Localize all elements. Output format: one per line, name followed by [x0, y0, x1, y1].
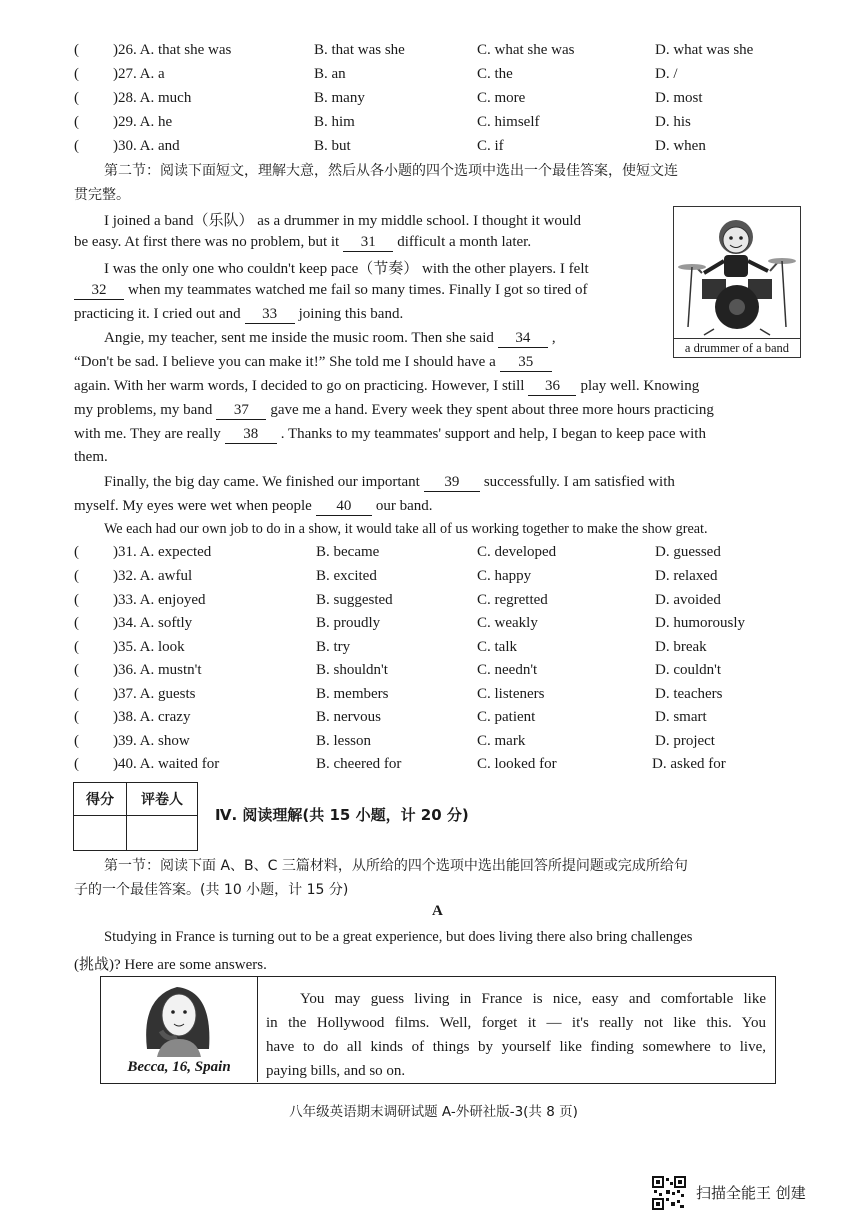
- passage-line: [74, 233, 664, 252]
- passage-text: gave me a hand. Every week they spent about three more hours practicing: [270, 402, 714, 418]
- paren: (: [74, 639, 79, 655]
- passage-text: with me. They are really: [74, 426, 221, 442]
- passage-text: my problems, my band: [74, 402, 213, 418]
- section4-instruction-cont: 子的一个最佳答案。(共 10 小题，计 15 分): [74, 882, 349, 898]
- option-c: C. more: [477, 90, 526, 106]
- option-d: D. break: [655, 639, 707, 655]
- passage-text: Angie, my teacher, sent me inside the music room. Then she said: [104, 330, 494, 346]
- testimonial-text: [266, 987, 766, 1083]
- option-row: [0, 138, 867, 162]
- paren: (: [74, 662, 79, 678]
- qr-code-icon: [652, 1176, 686, 1210]
- passage-text: . Thanks to my teammates' support and help, I began to keep pace with: [280, 426, 706, 442]
- option-row: [0, 686, 867, 710]
- option-c: C. if: [477, 138, 504, 154]
- option-b: B. members: [316, 686, 389, 702]
- passage-text: practicing it. I cried out and: [74, 306, 241, 322]
- option-b: B. excited: [316, 568, 377, 584]
- option-d: D. asked for: [652, 756, 726, 772]
- option-d: D. when: [655, 138, 706, 154]
- option-b: B. that was she: [314, 42, 405, 58]
- option-d: D. what was she: [655, 42, 754, 58]
- option-row: [0, 544, 867, 568]
- option-d: D. couldn't: [655, 662, 722, 678]
- option-a: )33. A. enjoyed: [113, 592, 206, 608]
- drummer-illustration: [674, 207, 800, 337]
- passage-line: [74, 377, 802, 396]
- option-row: [0, 615, 867, 639]
- blank-40: 40: [316, 497, 372, 516]
- option-b: B. became: [316, 544, 380, 560]
- part-a-intro-cont: (挑战)? Here are some answers.: [74, 957, 267, 973]
- paren: (: [74, 42, 79, 58]
- testimonial-photo: [101, 977, 258, 1082]
- option-a: )31. A. expected: [113, 544, 212, 560]
- paren: (: [74, 709, 79, 725]
- passage-line: I joined a band（乐队） as a drummer in my middle school. I thought it would: [104, 213, 582, 229]
- passage-line: [74, 425, 802, 444]
- blank-31: 31: [343, 233, 393, 252]
- passage-line: [74, 281, 664, 300]
- option-c: C. the: [477, 66, 513, 82]
- blank-39: 39: [424, 473, 480, 492]
- passage-text: myself. My eyes were wet when people: [74, 498, 312, 514]
- option-d: D. avoided: [655, 592, 721, 608]
- option-a: )34. A. softly: [113, 615, 193, 631]
- passage-text: again. With her warm words, I decided to go on practicing. However, I still: [74, 378, 525, 394]
- passage-line: [74, 401, 802, 420]
- blank-35: 35: [500, 353, 552, 372]
- paren: (: [74, 615, 79, 631]
- option-row: [0, 42, 867, 66]
- option-c: C. developed: [477, 544, 557, 560]
- option-b: B. many: [314, 90, 365, 106]
- option-a: )26. A. that she was: [113, 42, 232, 58]
- passage-text: when my teammates watched me fail so many times. Finally I got so tired of: [128, 282, 588, 298]
- option-b: B. cheered for: [316, 756, 402, 772]
- paren: (: [74, 90, 79, 106]
- testimonial-line: paying bills, and so on.: [266, 1063, 406, 1079]
- option-row: [0, 592, 867, 616]
- scanner-label: 扫描全能王 创建: [696, 1184, 806, 1202]
- option-c: C. listeners: [477, 686, 545, 702]
- option-b: B. nervous: [316, 709, 381, 725]
- option-b: B. suggested: [316, 592, 393, 608]
- option-d: D. teachers: [655, 686, 723, 702]
- blank-38: 38: [225, 425, 277, 444]
- option-c: C. weakly: [477, 615, 538, 631]
- passage-text: difficult a month later.: [397, 234, 532, 250]
- paren: (: [74, 66, 79, 82]
- option-a: )30. A. and: [113, 138, 180, 154]
- score-table: [73, 782, 198, 851]
- passage-text: play well. Knowing: [580, 378, 700, 394]
- grader-header: 评卷人: [127, 783, 198, 816]
- option-a: )37. A. guests: [113, 686, 196, 702]
- passage-text: successfully. I am satisfied with: [483, 474, 675, 490]
- option-a: )40. A. waited for: [113, 756, 220, 772]
- option-d: D. project: [655, 733, 715, 749]
- page-footer: 八年级英语期末调研试题 A-外研社版-3(共 8 页): [289, 1104, 578, 1120]
- option-row: [0, 733, 867, 757]
- option-c: C. what she was: [477, 42, 575, 58]
- option-b: B. shouldn't: [316, 662, 388, 678]
- passage-line: Angie, my teacher, sent me inside the music room. Then she said 34 ,: [104, 330, 556, 346]
- girl-portrait-icon: [101, 977, 257, 1057]
- option-b: B. proudly: [316, 615, 381, 631]
- option-c: C. mark: [477, 733, 526, 749]
- option-a: )29. A. he: [113, 114, 173, 130]
- paren: (: [74, 138, 79, 154]
- option-c: C. himself: [477, 114, 540, 130]
- section2-instruction: 第二节：阅读下面短文，理解大意，然后从各小题的四个选项中选出一个最佳答案，使短文连: [104, 163, 678, 179]
- testimonial-line: in the Hollywood films. Well, forget it — it's really not like this. You: [266, 1015, 766, 1031]
- blank-33: 33: [245, 305, 295, 324]
- option-d: D. guessed: [655, 544, 721, 560]
- option-a: )36. A. mustn't: [113, 662, 202, 678]
- section2-instruction-cont: 贯完整。: [74, 187, 130, 203]
- passage-text: “Don't be sad. I believe you can make it!” She told me I should have a: [74, 354, 496, 370]
- score-cell[interactable]: [74, 816, 127, 851]
- option-c: C. talk: [477, 639, 517, 655]
- blank-32: 32: [74, 281, 124, 300]
- option-b: B. an: [314, 66, 346, 82]
- option-c: C. needn't: [477, 662, 538, 678]
- option-c: C. looked for: [477, 756, 557, 772]
- paren: (: [74, 592, 79, 608]
- option-row: [0, 639, 867, 663]
- section4-title: Ⅳ. 阅读理解(共 15 小题，计 20 分): [215, 806, 469, 824]
- grader-cell[interactable]: [127, 816, 198, 851]
- passage-text: be easy. At first there was no problem, but it: [74, 234, 340, 250]
- testimonial-box: [100, 976, 776, 1084]
- option-b: B. but: [314, 138, 351, 154]
- person-caption: Becca, 16, Spain: [127, 1059, 231, 1075]
- paren: (: [74, 114, 79, 130]
- passage-line: them.: [74, 449, 108, 465]
- option-d: D. most: [655, 90, 703, 106]
- blank-37: 37: [216, 401, 266, 420]
- option-a: )35. A. look: [113, 639, 185, 655]
- testimonial-line: have to do all kinds of things by yourself like finding somewhere to live,: [266, 1039, 766, 1055]
- paren: (: [74, 544, 79, 560]
- option-row: [0, 66, 867, 90]
- option-a: )28. A. much: [113, 90, 192, 106]
- option-row: [0, 114, 867, 138]
- option-row: [0, 662, 867, 686]
- option-d: D. /: [655, 66, 678, 82]
- option-a: )38. A. crazy: [113, 709, 191, 725]
- option-a: )39. A. show: [113, 733, 190, 749]
- blank-34: 34: [498, 329, 548, 348]
- part-a-intro: Studying in France is turning out to be a great experience, but does living there also bring challenges: [104, 929, 693, 945]
- passage-line: [104, 473, 804, 492]
- option-row: [0, 709, 867, 733]
- passage-line: [74, 497, 802, 516]
- option-row: [0, 90, 867, 114]
- option-d: D. smart: [655, 709, 707, 725]
- passage-line: [74, 353, 674, 372]
- paren: (: [74, 756, 79, 772]
- passage-text: joining this band.: [298, 306, 404, 322]
- passage-text: Finally, the big day came. We finished our important: [104, 474, 420, 490]
- option-a: )27. A. a: [113, 66, 165, 82]
- option-b: B. lesson: [316, 733, 372, 749]
- option-a: )32. A. awful: [113, 568, 193, 584]
- option-d: D. relaxed: [655, 568, 718, 584]
- blank-36: 36: [528, 377, 576, 396]
- option-row: [0, 568, 867, 592]
- option-c: C. patient: [477, 709, 536, 725]
- score-header: 得分: [74, 783, 127, 816]
- image-caption: a drummer of a band: [674, 338, 800, 357]
- part-a-label: A: [432, 903, 443, 919]
- option-row: [0, 756, 867, 780]
- option-c: C. happy: [477, 568, 532, 584]
- option-b: B. him: [314, 114, 355, 130]
- option-d: D. humorously: [655, 615, 745, 631]
- paren: (: [74, 686, 79, 702]
- drummer-image: [673, 206, 801, 358]
- option-c: C. regretted: [477, 592, 548, 608]
- passage-line: [74, 305, 664, 324]
- passage-line: We each had our own job to do in a show, it would take all of us working together to make the show great.: [104, 521, 708, 537]
- option-b: B. try: [316, 639, 351, 655]
- passage-line: I was the only one who couldn't keep pace（节奏） with the other players. I felt: [104, 261, 589, 277]
- passage-text: our band.: [375, 498, 433, 514]
- paren: (: [74, 733, 79, 749]
- option-d: D. his: [655, 114, 691, 130]
- paren: (: [74, 568, 79, 584]
- testimonial-line: You may guess living in France is nice, easy and comfortable like: [300, 991, 766, 1007]
- section4-instruction: 第一节：阅读下面 A、B、C 三篇材料，从所给的四个选项中选出能回答所提问题或完成所给句: [104, 858, 688, 874]
